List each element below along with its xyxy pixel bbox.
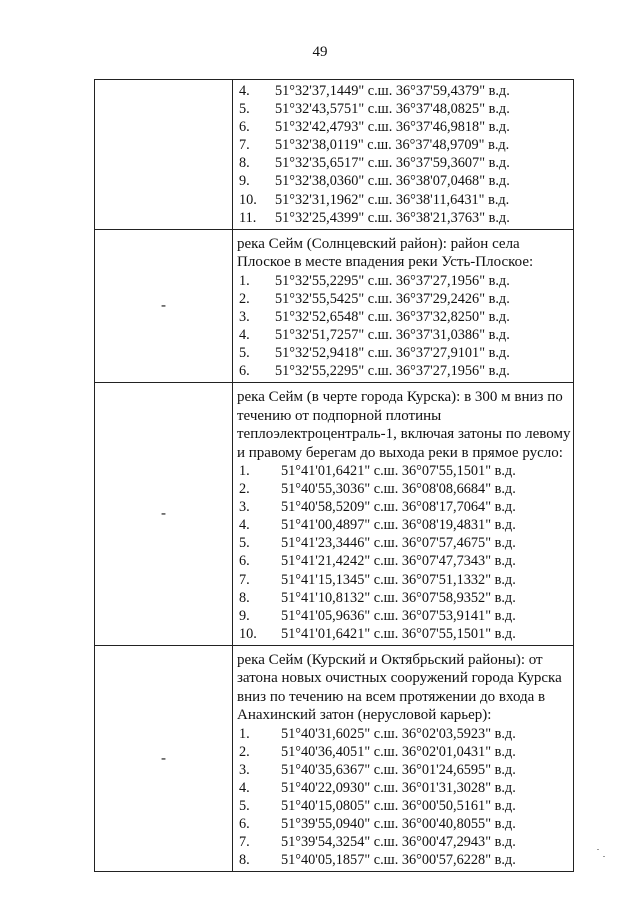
coordinate-point (237, 209, 573, 227)
point-coordinates: 51°40'35,6367" с.ш. 36°01'24,6595" в.д. (281, 761, 516, 778)
coordinate-point (237, 82, 573, 100)
coordinate-point (237, 571, 573, 589)
coordinate-point (237, 797, 573, 815)
point-number: 7. (239, 834, 250, 851)
coordinate-point (237, 290, 573, 308)
point-number: 5. (239, 797, 250, 814)
point-coordinates: 51°32'38,0360" с.ш. 36°38'07,0468" в.д. (275, 173, 510, 190)
point-coordinates: 51°40'55,3036" с.ш. 36°08'08,6684" в.д. (281, 481, 516, 498)
point-coordinates: 51°40'31,6025" с.ш. 36°02'03,5923" в.д. (281, 725, 516, 742)
coordinate-point (237, 589, 573, 607)
coordinate-point (237, 725, 573, 743)
point-number: 3. (239, 761, 250, 778)
point-coordinates: 51°41'01,6421" с.ш. 36°07'55,1501" в.д. (281, 625, 516, 642)
point-coordinates: 51°32'55,2295" с.ш. 36°37'27,1956" в.д. (275, 272, 510, 289)
area-description: река Сейм (в черте города Курска): в 300 м вниз по течению от подпорной плотины теплоэлектроцентраль-1, включая затоны по левому и правому берегам до выхода реки в прямое русло: (237, 389, 571, 461)
point-number: 11. (239, 209, 257, 226)
point-coordinates: 51°40'36,4051" с.ш. 36°02'01,0431" в.д. (281, 743, 516, 760)
point-coordinates: 51°40'15,0805" с.ш. 36°00'50,5161" в.д. (281, 797, 516, 814)
point-number: 1. (239, 272, 250, 289)
point-coordinates: 51°40'22,0930" с.ш. 36°01'31,3028" в.д. (281, 779, 516, 796)
coordinate-point (237, 462, 573, 480)
water-body-name-cell (95, 383, 233, 646)
point-coordinates: 51°32'51,7257" с.ш. 36°37'31,0386" в.д. (275, 327, 510, 344)
point-coordinates: 51°32'42,4793" с.ш. 36°37'46,9818" в.д. (275, 119, 510, 136)
point-number: 2. (239, 290, 250, 307)
point-coordinates: 51°39'54,3254" с.ш. 36°00'47,2943" в.д. (281, 834, 516, 851)
coordinate-point (237, 100, 573, 118)
coordinate-point (237, 851, 573, 869)
point-number: 2. (239, 743, 250, 760)
point-number: 6. (239, 553, 250, 570)
point-number: 4. (239, 517, 250, 534)
coordinate-point (237, 779, 573, 797)
table-row (95, 645, 574, 871)
point-number: 5. (239, 101, 250, 118)
coordinate-point (237, 480, 573, 498)
point-number: 3. (239, 499, 250, 516)
point-number: 7. (239, 137, 250, 154)
point-number: 1. (239, 725, 250, 742)
table-row (95, 230, 574, 383)
water-body-name-cell (95, 230, 233, 383)
coordinate-point (237, 191, 573, 209)
point-coordinates: 51°32'31,1962" с.ш. 36°38'11,6431" в.д. (275, 191, 510, 208)
coordinate-point (237, 362, 573, 380)
scan-speck (603, 856, 605, 857)
point-coordinates: 51°40'05,1857" с.ш. 36°00'57,6228" в.д. (281, 852, 516, 869)
point-number: 8. (239, 852, 250, 869)
boundary-description-cell (233, 80, 574, 230)
coordinate-point (237, 761, 573, 779)
coordinate-point (237, 607, 573, 625)
dash-mark: - (161, 297, 166, 314)
point-coordinates: 51°41'15,1345" с.ш. 36°07'51,1332" в.д. (281, 571, 516, 588)
point-coordinates: 51°40'58,5209" с.ш. 36°08'17,7064" в.д. (281, 499, 516, 516)
point-number: 8. (239, 589, 250, 606)
point-coordinates: 51°39'55,0940" с.ш. 36°00'40,8055" в.д. (281, 816, 516, 833)
point-coordinates: 51°32'38,0119" с.ш. 36°37'48,9709" в.д. (275, 137, 510, 154)
coordinate-point (237, 272, 573, 290)
point-coordinates: 51°41'21,4242" с.ш. 36°07'47,7343" в.д. (281, 553, 516, 570)
point-number: 2. (239, 481, 250, 498)
point-coordinates: 51°32'52,6548" с.ш. 36°37'32,8250" в.д. (275, 309, 510, 325)
point-number: 8. (239, 155, 250, 172)
dash-mark: - (161, 750, 166, 767)
coordinate-point (237, 743, 573, 761)
point-number: 5. (239, 535, 250, 552)
point-coordinates: 51°32'55,2295" с.ш. 36°37'27,1956" в.д. (275, 363, 510, 380)
point-number: 9. (239, 607, 250, 624)
point-coordinates: 51°41'01,6421" с.ш. 36°07'55,1501" в.д. (281, 463, 516, 479)
point-number: 5. (239, 345, 250, 362)
coordinate-point (237, 815, 573, 833)
boundary-description-cell (233, 645, 574, 871)
coordinate-point (237, 326, 573, 344)
coordinate-point (237, 625, 573, 643)
point-number: 10. (239, 625, 257, 642)
coordinates-table (94, 79, 574, 872)
point-number: 6. (239, 816, 250, 833)
coordinate-point (237, 534, 573, 552)
water-body-name-cell (95, 80, 233, 230)
point-number: 1. (239, 463, 250, 479)
point-coordinates: 51°32'35,6517" с.ш. 36°37'59,3607" в.д. (275, 155, 510, 172)
coordinate-point (237, 516, 573, 534)
point-coordinates: 51°41'00,4897" с.ш. 36°08'19,4831" в.д. (281, 517, 516, 534)
coordinate-point (237, 118, 573, 136)
point-coordinates: 51°32'25,4399" с.ш. 36°38'21,3763" в.д. (275, 209, 510, 226)
point-number: 6. (239, 119, 250, 136)
point-coordinates: 51°32'43,5751" с.ш. 36°37'48,0825" в.д. (275, 101, 510, 118)
point-number: 3. (239, 309, 250, 325)
point-number: 7. (239, 571, 250, 588)
coordinate-point (237, 344, 573, 362)
water-body-name-cell (95, 645, 233, 871)
coordinate-point (237, 154, 573, 172)
coordinate-point (237, 833, 573, 851)
page-number: 49 (312, 44, 328, 60)
point-coordinates: 51°41'10,8132" с.ш. 36°07'58,9352" в.д. (281, 589, 516, 606)
coordinate-point (237, 308, 573, 326)
point-number: 4. (239, 83, 250, 99)
area-description: река Сейм (Солнцевский район): район села Плоское в месте впадения реки Усть-Плоское: (237, 236, 534, 271)
point-coordinates: 51°41'23,3446" с.ш. 36°07'57,4675" в.д. (281, 535, 516, 552)
coordinate-point (237, 498, 573, 516)
table-row (95, 80, 574, 230)
point-coordinates: 51°41'05,9636" с.ш. 36°07'53,9141" в.д. (281, 607, 516, 624)
point-number: 9. (239, 173, 250, 190)
point-number: 4. (239, 779, 250, 796)
point-number: 10. (239, 191, 257, 208)
coordinate-point (237, 172, 573, 190)
point-coordinates: 51°32'52,9418" с.ш. 36°37'27,9101" в.д. (275, 345, 510, 362)
point-number: 4. (239, 327, 250, 344)
coordinate-point (237, 552, 573, 570)
coordinate-point (237, 136, 573, 154)
boundary-description-cell (233, 230, 574, 383)
scan-speck (597, 849, 599, 850)
dash-mark: - (161, 505, 166, 522)
point-coordinates: 51°32'55,5425" с.ш. 36°37'29,2426" в.д. (275, 290, 510, 307)
boundary-description-cell (233, 383, 574, 646)
area-description: река Сейм (Курский и Октябрьский районы): от затона новых очистных сооружений города Курска вниз по течению на всем протяжении до входа в Анахинский затон (нерусловой карьер): (237, 651, 562, 724)
point-coordinates: 51°32'37,1449" с.ш. 36°37'59,4379" в.д. (275, 83, 510, 99)
table-row (95, 383, 574, 646)
point-number: 6. (239, 363, 250, 380)
